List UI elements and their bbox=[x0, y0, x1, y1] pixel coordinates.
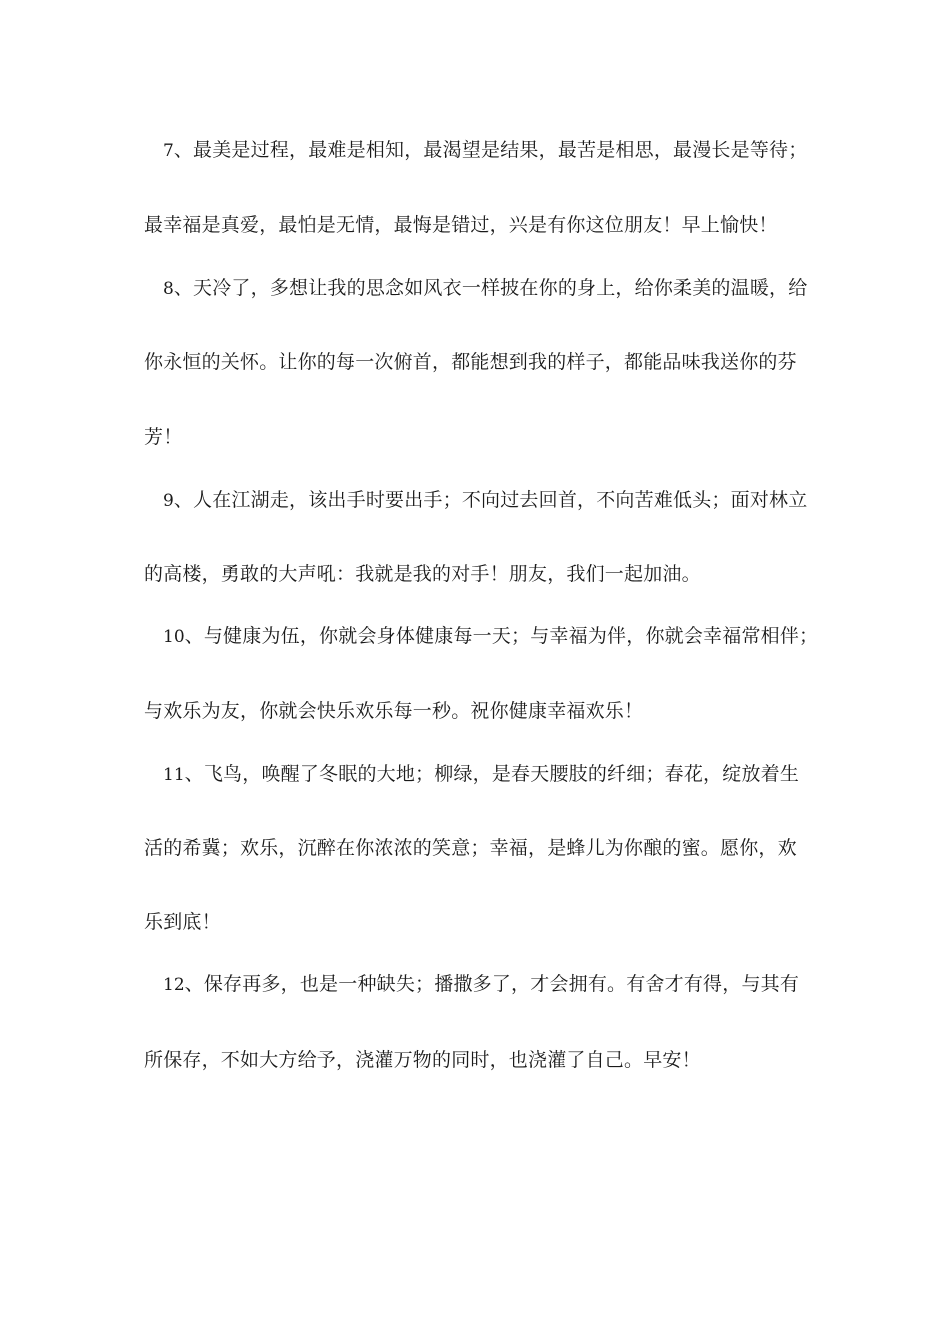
paragraph-11-line-2: 活的希冀；欢乐，沉醉在你浓浓的笑意；幸福，是蜂儿为你酿的蜜。愿你，欢 bbox=[144, 837, 797, 859]
paragraph-text: 、与健康为伍，你就会身体健康每一天；与幸福为伴，你就会幸福常相伴； bbox=[184, 625, 819, 647]
paragraph-8-line-3: 芳！ bbox=[144, 426, 183, 448]
paragraph-8-line-2: 你永恒的关怀。让你的每一次俯首，都能想到我的样子，都能品味我送你的芬 bbox=[144, 351, 797, 373]
paragraph-12-line-1 bbox=[163, 968, 814, 1000]
paragraph-text: 、天冷了，多想让我的思念如风衣一样披在你的身上，给你柔美的温暖，给 bbox=[173, 277, 808, 299]
paragraph-11-line-3: 乐到底！ bbox=[144, 911, 221, 933]
paragraph-10-line-2: 与欢乐为友，你就会快乐欢乐每一秒。祝你健康幸福欢乐！ bbox=[144, 700, 644, 722]
paragraph-number: 11 bbox=[163, 765, 185, 785]
paragraph-number: 7 bbox=[163, 141, 174, 161]
paragraph-9-line-2: 的高楼，勇敢的大声吼：我就是我的对手！朋友，我们一起加油。 bbox=[144, 563, 701, 585]
paragraph-text: 、保存再多，也是一种缺失；播撒多了，才会拥有。有舍才有得，与其有 bbox=[184, 973, 800, 995]
paragraph-number: 10 bbox=[163, 627, 185, 647]
paragraph-11-line-1 bbox=[163, 758, 814, 790]
paragraph-number: 9 bbox=[163, 491, 174, 511]
paragraph-7-line-1 bbox=[163, 134, 814, 166]
paragraph-text: 、最美是过程，最难是相知，最渴望是结果，最苦是相思，最漫长是等待； bbox=[173, 139, 808, 161]
paragraph-12-line-2: 所保存，不如大方给予，浇灌万物的同时，也浇灌了自己。早安！ bbox=[144, 1049, 701, 1071]
paragraph-number: 8 bbox=[163, 279, 174, 299]
paragraph-text: 、飞鸟，唤醒了冬眠的大地；柳绿，是春天腰肢的纤细；春花，绽放着生 bbox=[184, 763, 800, 785]
paragraph-10-line-1 bbox=[163, 620, 819, 652]
paragraph-8-line-1 bbox=[163, 272, 814, 304]
paragraph-text: 、人在江湖走，该出手时要出手；不向过去回首，不向苦难低头；面对林立 bbox=[173, 489, 808, 511]
paragraph-9-line-1 bbox=[163, 484, 814, 516]
paragraph-number: 12 bbox=[163, 975, 185, 995]
paragraph-7-line-2: 最幸福是真爱，最怕是无情，最悔是错过，兴是有你这位朋友！早上愉快！ bbox=[144, 214, 778, 236]
